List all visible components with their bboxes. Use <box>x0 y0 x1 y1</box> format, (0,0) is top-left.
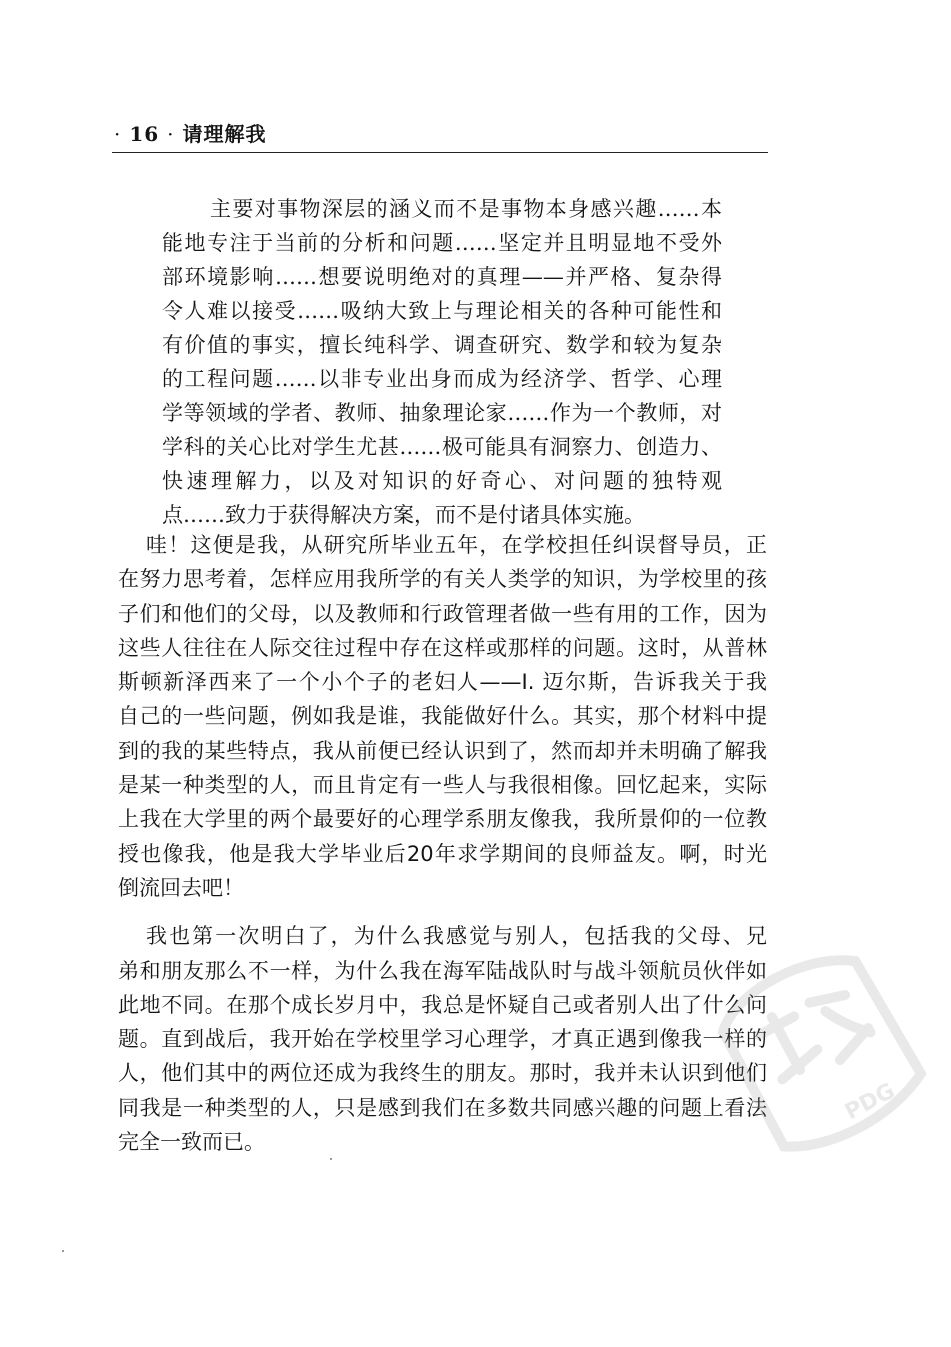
body-text <box>118 528 767 1159</box>
quote-line: 的工程问题……以非专业出身而成为经济学、哲学、心理 <box>162 367 722 391</box>
paragraph-gap <box>118 905 767 919</box>
quote-line: 部环境影响……想要说明绝对的真理——并严格、复杂得 <box>162 265 722 289</box>
paragraph-1-line: 上我在大学里的两个最要好的心理学系朋友像我，我所景仰的一位教 <box>118 807 767 832</box>
watermark-glyph-stroke <box>754 1005 822 1079</box>
paragraph-2-line: 题。直到战后，我开始在学校里学习心理学，才真正遇到像我一样的 <box>118 1027 767 1052</box>
quote-line: 学等领域的学者、教师、抽象理论家……作为一个教师，对 <box>162 401 722 425</box>
page-number: 16 <box>129 122 160 146</box>
paragraph-1-line: 子们和他们的父母，以及教师和行政管理者做一些有用的工作，因为 <box>118 601 767 626</box>
paragraph-2-line: 人，他们其中的两位还成为我终生的朋友。那时，我并未认识到他们 <box>118 1061 767 1086</box>
quote-line: 令人难以接受……吸纳大致上与理论相关的各种可能性和 <box>162 299 722 323</box>
paragraph-1-line: 在努力思考着，怎样应用我所学的有关人类学的知识，为学校里的孩 <box>118 567 767 592</box>
paragraph-2-line: 我也第一次明白了，为什么我感觉与别人，包括我的父母、兄 <box>146 924 767 949</box>
paragraph-1-line: 自己的一些问题，例如我是谁，我能做好什么。其实，那个材料中提 <box>118 704 767 729</box>
quote-line: 点……致力于获得解决方案，而不是付诸具体实施。 <box>162 503 645 527</box>
header-rule <box>112 152 768 153</box>
paragraph-1-line: 这些人往往在人际交往过程中存在这样或那样的问题。这时，从普林 <box>118 635 767 660</box>
paragraph-1-line: 是某一种类型的人，而且肯定有一些人与我很相像。回忆起来，实际 <box>118 773 767 798</box>
paragraph-2-line: 此地不同。在那个成长岁月中，我总是怀疑自己或者别人出了什么问 <box>118 992 767 1017</box>
quote-line: 快速理解力，以及对知识的好奇心、对问题的独特观 <box>162 469 722 493</box>
quote-line: 能地专注于当前的分析和问题……坚定并且明显地不受外 <box>162 231 722 255</box>
paragraph-1-line: 斯顿新泽西来了一个小个子的老妇人——I. 迈尔斯，告诉我关于我 <box>118 670 767 695</box>
paragraph-1-line: 授也像我，他是我大学毕业后20年求学期间的良师益友。啊，时光 <box>118 841 767 866</box>
quote-line: 主要对事物深层的涵义而不是事物本身感兴趣……本 <box>210 197 722 221</box>
scan-speck <box>330 1158 332 1160</box>
pdg-watermark <box>700 920 930 1170</box>
paragraph-2-line: 弟和朋友那么不一样，为什么我在海军陆战队时与战斗领航员伙伴如 <box>118 958 767 983</box>
header-dot-left: · <box>114 122 122 146</box>
quote-line: 有价值的事实，擅长纯科学、调查研究、数学和较为复杂 <box>162 333 722 357</box>
paragraph-2-line: 同我是一种类型的人，只是感到我们在多数共同感兴趣的问题上看法 <box>118 1095 767 1120</box>
block-quote <box>162 192 722 532</box>
header-dot-right: · <box>167 122 175 146</box>
paragraph-1-line: 哇！这便是我，从研究所毕业五年，在学校担任纠误督导员，正 <box>146 533 767 557</box>
paragraph-2-line: 完全一致而已。 <box>118 1130 265 1155</box>
scan-speck <box>62 1250 64 1252</box>
watermark-text: PDG <box>841 1078 900 1126</box>
running-header <box>114 118 766 148</box>
book-title: 请理解我 <box>182 122 267 146</box>
paragraph-1-line: 到的我的某些特点，我从前便已经认识到了，然而却并未明确了解我 <box>118 738 767 763</box>
quote-line: 学科的关心比对学生尤甚……极可能具有洞察力、创造力、 <box>162 435 722 459</box>
paragraph-1-line: 倒流回去吧！ <box>118 875 244 900</box>
